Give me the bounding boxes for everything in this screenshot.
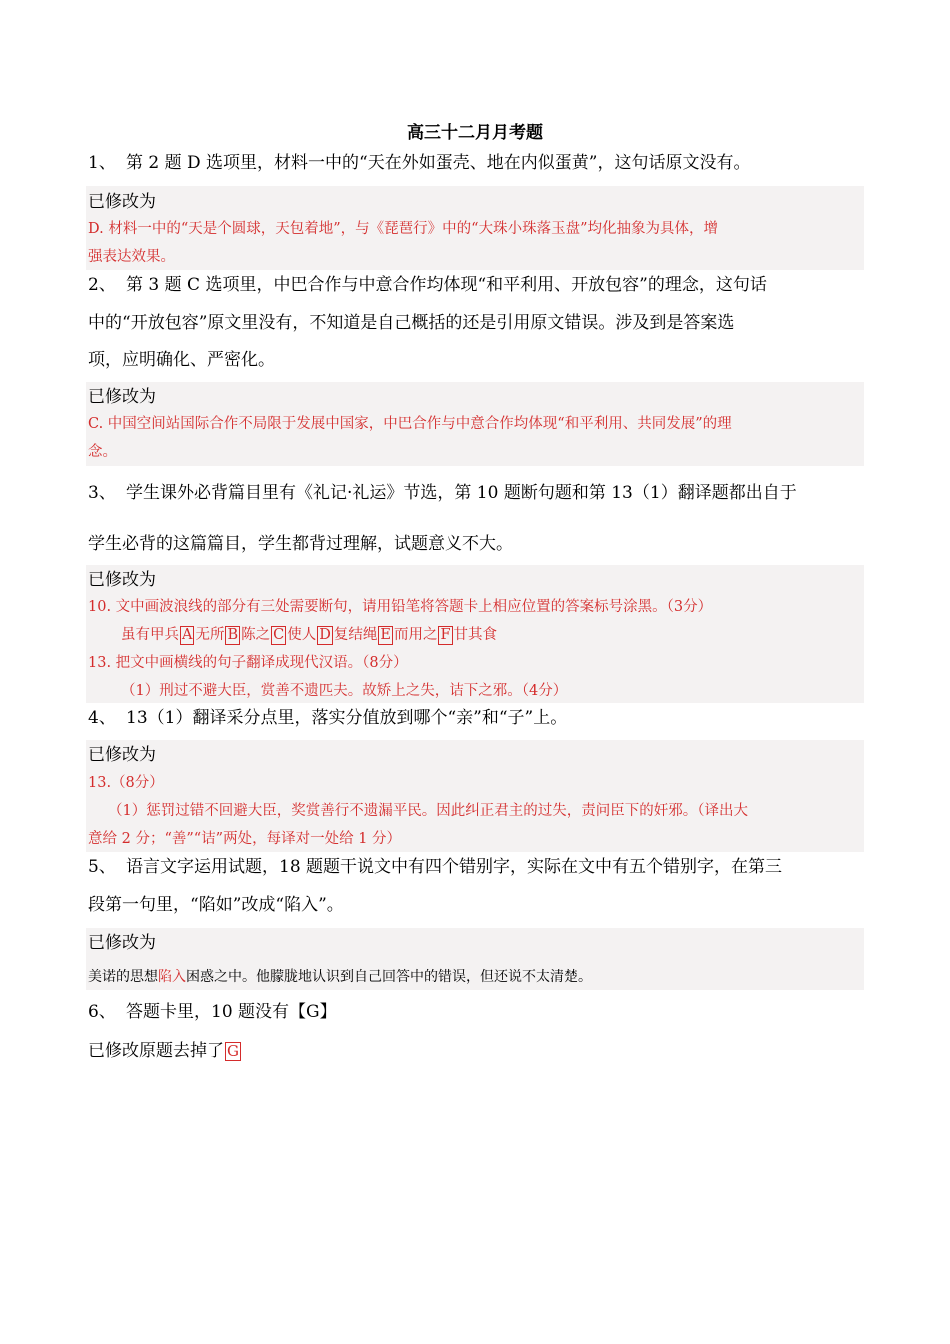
- revised-label: 已修改原题去掉了 G: [88, 1041, 239, 1061]
- item-number: 5、: [88, 857, 116, 877]
- revision-text: C. 中国空间站国际合作不局限于发展中国家，中巴合作与中意合作均体现“和平利用、共同发展”的理: [88, 416, 732, 432]
- page-title: 高三十二月月考题: [407, 123, 543, 143]
- item-text-line: 段第一句里，“陷如”改成“陷入”。: [88, 895, 344, 915]
- mark-box: A: [182, 627, 193, 643]
- revised-label: 已修改为: [88, 192, 156, 212]
- mark-box: F: [440, 627, 451, 643]
- item-6: [88, 993, 866, 1031]
- item-2: [88, 266, 866, 304]
- item-1: [88, 144, 866, 182]
- item-3: [88, 474, 866, 512]
- item-text: 学生课外必背篇目里有《礼记·礼运》节选，第 10 题断句题和第 13（1）翻译题都出自于: [126, 483, 797, 503]
- mark-box: D: [319, 627, 331, 643]
- revision-text: （1）惩罚过错不回避大臣，奖赏善行不遗漏平民。因此纠正君主的过失，责问臣下的奸邪。（译出大: [108, 803, 748, 819]
- item-text: 答题卡里，10 题没有【G】: [126, 1002, 337, 1022]
- item-number: 2、: [88, 275, 116, 295]
- mark-box: G: [227, 1042, 239, 1060]
- item-text-line: 中的“开放包容”原文里没有，不知道是自己概括的还是引用原文错误。涉及到是答案选: [88, 313, 735, 333]
- revision-text: 强表达效果。: [88, 249, 175, 265]
- revision-text: 13.（8分）: [88, 775, 164, 791]
- item-text: 13（1）翻译采分点里，落实分值放到哪个“亲”和“子”上。: [126, 708, 568, 728]
- item-number: 1、: [88, 153, 116, 173]
- revision-text: 念。: [88, 444, 117, 460]
- mark-box: B: [227, 627, 239, 643]
- item-number: 3、: [88, 483, 116, 503]
- segment-line: 虽有甲兵 A 无所 B 陈之 C 使人 D 复结绳 E 而用之 F 甘其食: [121, 627, 498, 643]
- revision-text: 13. 把文中画横线的句子翻译成现代汉语。（8分）: [88, 655, 408, 671]
- revised-label: 已修改为: [88, 745, 156, 765]
- item-4: [88, 699, 866, 737]
- item-number: 4、: [88, 708, 116, 728]
- revised-label: 已修改为: [88, 387, 156, 407]
- item-text: 第 2 题 D 选项里，材料一中的“天在外如蛋壳、地在内似蛋黄”，这句话原文没有。: [126, 153, 751, 173]
- item-text-line: 学生必背的这篇篇目，学生都背过理解，试题意义不大。: [88, 534, 513, 554]
- highlighted-word: 陷入: [158, 969, 186, 985]
- item-text: 语言文字运用试题，18 题题干说文中有四个错别字，实际在文中有五个错别字，在第三: [126, 857, 783, 877]
- revised-label: 已修改为: [88, 570, 156, 590]
- revision-text: （1）刑过不避大臣，赏善不遗匹夫。故矫上之失，诘下之邪。（4分）: [121, 683, 568, 699]
- revision-text: 10. 文中画波浪线的部分有三处需要断句，请用铅笔将答题卡上相应位置的答案标号涂黑。（3分）: [88, 599, 713, 615]
- revision-text: D. 材料一中的“天是个圆球，天包着地”，与《琵琶行》中的“大珠小珠落玉盘”均化抽象为具体，增: [88, 221, 718, 237]
- item-text-line: 项，应明确化、严密化。: [88, 350, 275, 370]
- mark-box: E: [380, 627, 391, 643]
- revision-text: 意给 2 分；“善”“诘”两处，每译对一处给 1 分）: [88, 831, 402, 847]
- item-text: 第 3 题 C 选项里，中巴合作与中意合作均体现“和平利用、开放包容”的理念，这句话: [126, 275, 767, 295]
- item-5: [88, 848, 866, 886]
- mark-box: C: [273, 627, 285, 643]
- item-number: 6、: [88, 1002, 116, 1022]
- revision-text: 美诺的思想陷入困惑之中。他朦胧地认识到自己回答中的错误，但还说不太清楚。: [88, 969, 592, 985]
- revised-label: 已修改为: [88, 933, 156, 953]
